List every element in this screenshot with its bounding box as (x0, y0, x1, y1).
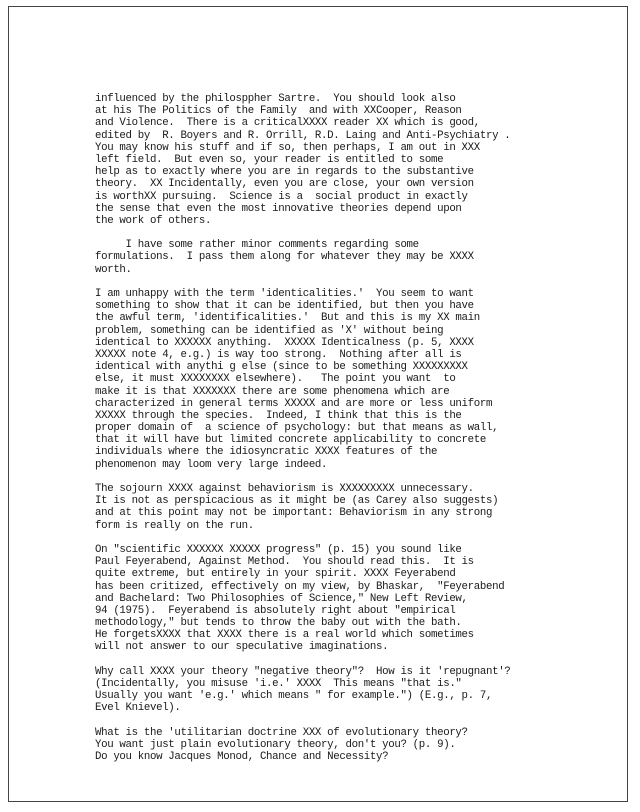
text-line: the work of others. (95, 214, 212, 227)
text-line: and Violence. There is a criticalXXXX reader XX which is good, (95, 117, 480, 130)
paragraph-p1 (95, 93, 594, 227)
text-line: You may know his stuff and if so, then perhaps, I am out in XXX (95, 141, 480, 154)
text-line: What is the 'utilitarian doctrine XXX of evolutionary theory? (95, 726, 468, 739)
paragraph-gap (95, 654, 594, 666)
paragraph-gap (95, 715, 594, 727)
text-line: Evel Knievel). (95, 702, 181, 715)
text-line: is worthXX pursuing. Science is a social product in exactly (95, 190, 468, 203)
text-line: (Incidentally, you misuse 'i.e.' XXXX This means "that is." (95, 678, 462, 690)
paragraph-gap (95, 276, 594, 288)
text-line: characterized in general terms XXXXX and are more or less uniform (95, 397, 493, 410)
text-line: and at this point may not be important: Behaviorism in any strong (95, 507, 493, 520)
text-line: XXXXX through the species. Indeed, I think that this is the (95, 409, 462, 422)
text-line: It is not as perspicacious as it might be (as Carey also suggests) (95, 495, 499, 508)
paragraph-p7 (95, 727, 594, 764)
text-line: make it is that XXXXXXX there are some phenomena which are (95, 385, 450, 398)
paragraph-p6 (95, 666, 594, 715)
paragraph-p3 (95, 288, 594, 471)
text-line: identical with anythi g else (since to be something XXXXXXXXX (95, 361, 468, 374)
text-line: Do you know Jacques Monod, Chance and Necessity? (95, 751, 389, 764)
text-line: methodology," but tends to throw the baby out with the bath. (95, 617, 462, 630)
text-line: theory. XX Incidentally, even you are close, your own version (95, 178, 474, 191)
text-line: the sense that even the most innovative theories depend upon (95, 202, 462, 215)
text-line: You want just plain evolutionary theory, don't you? (p. 9). (95, 738, 456, 751)
text-line: at his The Politics of the Family and with XXCooper, Reason (95, 105, 462, 118)
text-line: worth. (95, 263, 132, 276)
text-line: proper domain of a science of psychology: but that means as wall, (95, 422, 499, 435)
text-line: On "scientific XXXXXX XXXXX progress" (p. 15) you sound like (95, 543, 462, 556)
text-line: I have some rather minor comments regarding some (95, 239, 419, 252)
paragraph-gap (95, 227, 594, 239)
text-line: help as to exactly where you are in regards to the substantive (95, 166, 474, 179)
text-line: and Bachelard: Two Philosophies of Science," New Left Review, (95, 592, 468, 605)
text-line: edited by R. Boyers and R. Orrill, R.D. Laing and Anti-Psychiatry . (95, 129, 511, 142)
text-line: that it will have but limited concrete applicability to concrete (95, 434, 486, 447)
paragraph-gap (95, 471, 594, 483)
text-line: XXXXX note 4, e.g.) is way too strong. Nothing after all is (95, 348, 462, 361)
text-line: formulations. I pass them along for whatever they may be XXXX (95, 251, 474, 264)
text-line: 94 (1975). Feyerabend is absolutely right about "empirical (95, 604, 456, 617)
text-line: form is really on the run. (95, 519, 254, 532)
text-line: left field. But even so, your reader is entitled to some (95, 153, 444, 166)
text-line: The sojourn XXXX against behaviorism is XXXXXXXXX unnecessary. (95, 483, 474, 495)
paragraph-p2 (95, 239, 594, 276)
text-line: quite extreme, but entirely in your spirit. XXXX Feyerabend (95, 568, 456, 581)
text-line: has been critized, effectively on my view, by Bhaskar, "Feyerabend (95, 580, 505, 593)
text-line: I am unhappy with the term 'identicalities.' You seem to want (95, 288, 474, 300)
text-line: will not answer to our speculative imaginations. (95, 641, 389, 654)
text-line: Usually you want 'e.g.' which means " for example.") (E.g., p. 7, (95, 690, 493, 703)
text-line: Paul Feyerabend, Against Method. You should read this. It is (95, 556, 474, 569)
text-line: identical to XXXXXX anything. XXXXX Identicalness (p. 5, XXXX (95, 336, 474, 349)
paragraph-p5 (95, 544, 594, 654)
text-line: He forgetsXXXX that XXXX there is a real world which sometimes (95, 629, 474, 642)
text-line: individuals where the idiosyncratic XXXX features of the (95, 446, 438, 459)
letter-body (95, 93, 594, 763)
text-line: problem, something can be identified as 'X' without being (95, 324, 444, 337)
text-line: influenced by the philosppher Sartre. You should look also (95, 93, 456, 105)
text-line: else, it must XXXXXXXX elsewhere). The point you want to (95, 373, 456, 386)
paragraph-gap (95, 532, 594, 544)
text-line: phenomenon may loom very large indeed. (95, 458, 328, 471)
text-line: Why call XXXX your theory "negative theory"? How is it 'repugnant'? (95, 665, 511, 678)
text-line: the awful term, 'identificalities.' But and this is my XX main (95, 312, 480, 325)
text-line: something to show that it can be identified, but then you have (95, 300, 474, 313)
paragraph-p4 (95, 483, 594, 532)
